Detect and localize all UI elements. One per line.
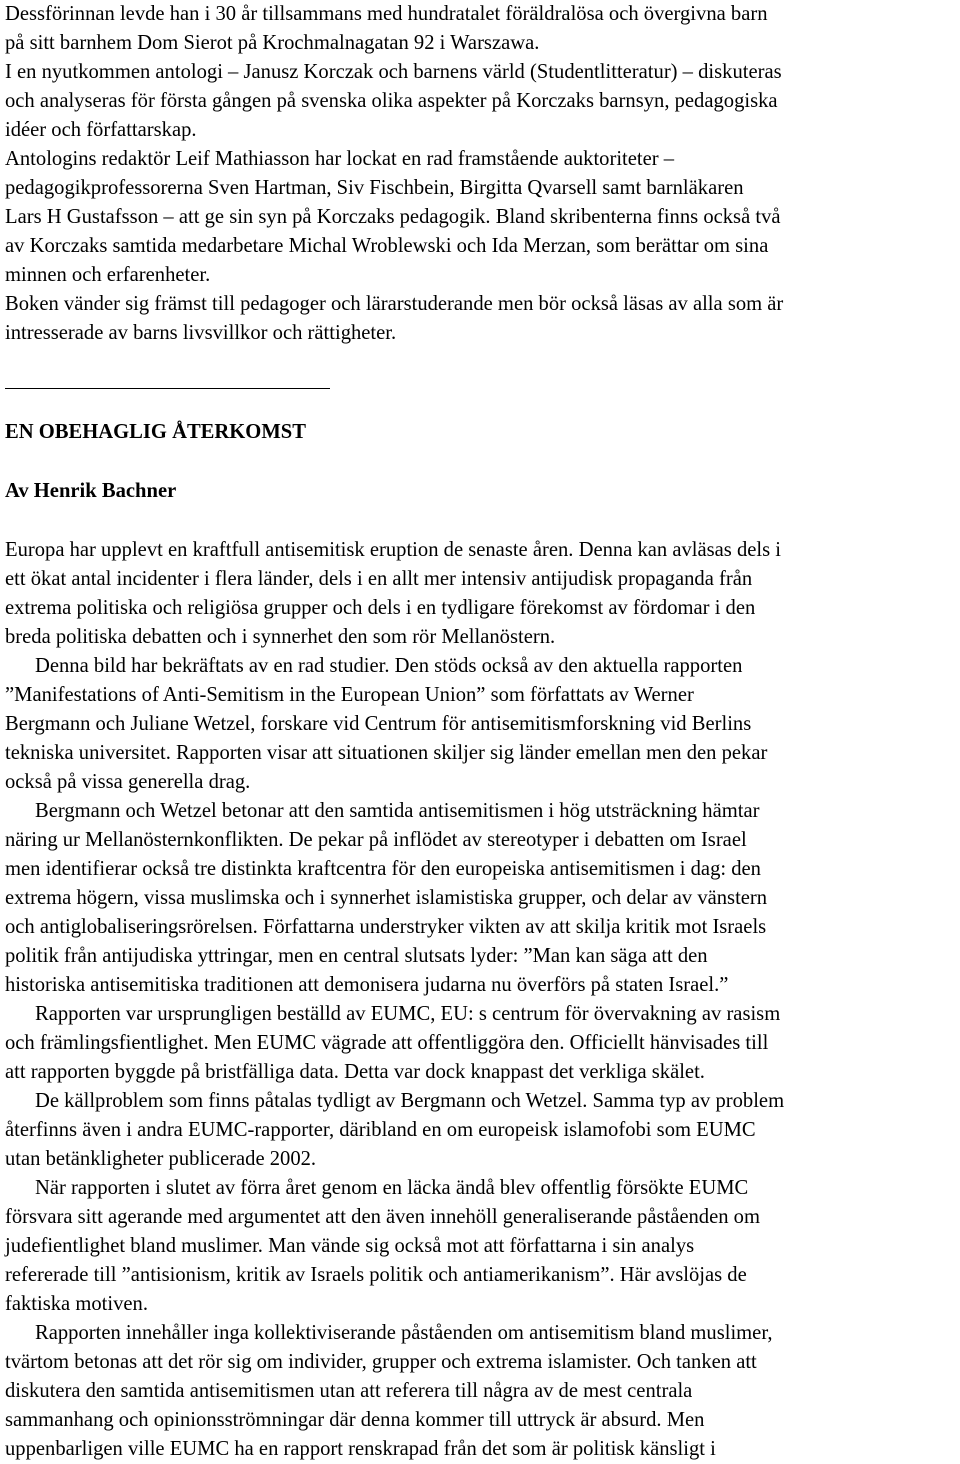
paragraph-intro-2: I en nyutkommen antologi – Janusz Korczak och barnens värld (Studentlitteratur) – diskuteras och analyseras för första gången på svenska olika aspekter på Korczaks barnsyn, pedagogiska idéer och författarskap. bbox=[5, 61, 782, 141]
article-paragraph-3: Bergmann och Wetzel betonar att den samtida antisemitismen i hög utsträckning hämtar näring ur Mellanösternkonflikten. De pekar på inflödet av stereotyper i debatten om Israel men identifierar också tre distinkta kraftcentra för den europeiska antisemitismen i dag: den extrema högern, vissa muslimska och i synnerhet islamistiska grupper, och delar av vänstern och antiglobaliseringsrörelsen. Författarna understryker vikten av att skilja kritik mot Israels politik från antijudiska yttringar, men en central slutsats lyder: ”Man kan säga att den historiska antisemitiska traditionen att demonisera judarna nu överförs på staten Israel.” bbox=[5, 800, 768, 996]
article-paragraph-7: Rapporten innehåller inga kollektiviserande påståenden om antisemitism bland muslimer, tvärtom betonas att det rör sig om individer, grupper och extrema islamister. Och tanken att diskutera den samtida antisemitismen utan att referera till några av de mest centrala sammanhang och opinionsströmningar där denna kommer till uttryck är absurd. Men uppenbarligen ville EUMC ha en rapport renskrapad från det som är politisk känsligt i bbox=[5, 1322, 773, 1460]
article-paragraph-4: Rapporten var ursprungligen beställd av EUMC, EU: s centrum för övervakning av rasism och främlingsfientlighet. Men EUMC vägrade att offentliggöra den. Officiellt hänvisades till att rapporten byggde på bristfälliga data. Detta var dock knappast det verkliga skälet. bbox=[5, 1003, 781, 1083]
paragraph-intro-4: Boken vänder sig främst till pedagoger och lärarstuderande men bör också läsas av alla som är intresserade av barns livsvillkor och rättigheter. bbox=[5, 293, 784, 344]
article-paragraph-1: Europa har upplevt en kraftfull antisemitisk eruption de senaste åren. Denna kan avläsas dels i ett ökat antal incidenter i flera länder, dels i en allt mer intensiv antijudisk propaganda från extrema politiska och religiösa grupper och dels i en tydligare förekomst av fördomar i den breda politiska debatten och i synnerhet den som rör Mellanöstern. bbox=[5, 539, 782, 648]
document-page bbox=[5, 0, 957, 1464]
article-paragraph-6: När rapporten i slutet av förra året genom en läcka ändå blev offentlig försökte EUMC försvara sitt agerande med argumentet att den även innehöll generaliserande påståenden om judefientlighet bland muslimer. Man vände sig också mot att författarna i sin analys refererade till ”antisionism, kritik av Israels politik och antiamerikanism”. Här avslöjas de faktiska motiven. bbox=[5, 1177, 760, 1315]
article-paragraph-2: Denna bild har bekräftats av en rad studier. Den stöds också av den aktuella rapporten ”Manifestations of Anti-Semitism in the European Union” som författats av Werner Bergmann och Juliane Wetzel, forskare vid Centrum för antisemitismforskning vid Berlins tekniska universitet. Rapporten visar att situationen skiljer sig länder emellan men den pekar också på vissa generella drag. bbox=[5, 655, 768, 793]
paragraph-intro-1: Dessförinnan levde han i 30 år tillsammans med hundratalet föräldralösa och övergivna barn på sitt barnhem Dom Sierot på Krochmalnagatan 92 i Warszawa. bbox=[5, 3, 768, 54]
article-paragraph-5: De källproblem som finns påtalas tydligt av Bergmann och Wetzel. Samma typ av problem återfinns även i andra EUMC-rapporter, däribland en om europeisk islamofobi som EUMC utan betänkligheter publicerade 2002. bbox=[5, 1090, 785, 1170]
section-divider bbox=[5, 388, 330, 389]
paragraph-intro-3: Antologins redaktör Leif Mathiasson har lockat en rad framstående auktoriteter – pedagogikprofessorerna Sven Hartman, Siv Fischbein, Birgitta Qvarsell samt barnläkaren Lars H Gustafsson – att ge sin syn på Korczaks pedagogik. Bland skribenterna finns också två av Korczaks samtida medarbetare Michal Wroblewski och Ida Merzan, som berättar om sina minnen och erfarenheter. bbox=[5, 148, 781, 286]
article-title: EN OBEHAGLIG ÅTERKOMST bbox=[5, 421, 306, 443]
article-byline: Av Henrik Bachner bbox=[5, 480, 177, 502]
